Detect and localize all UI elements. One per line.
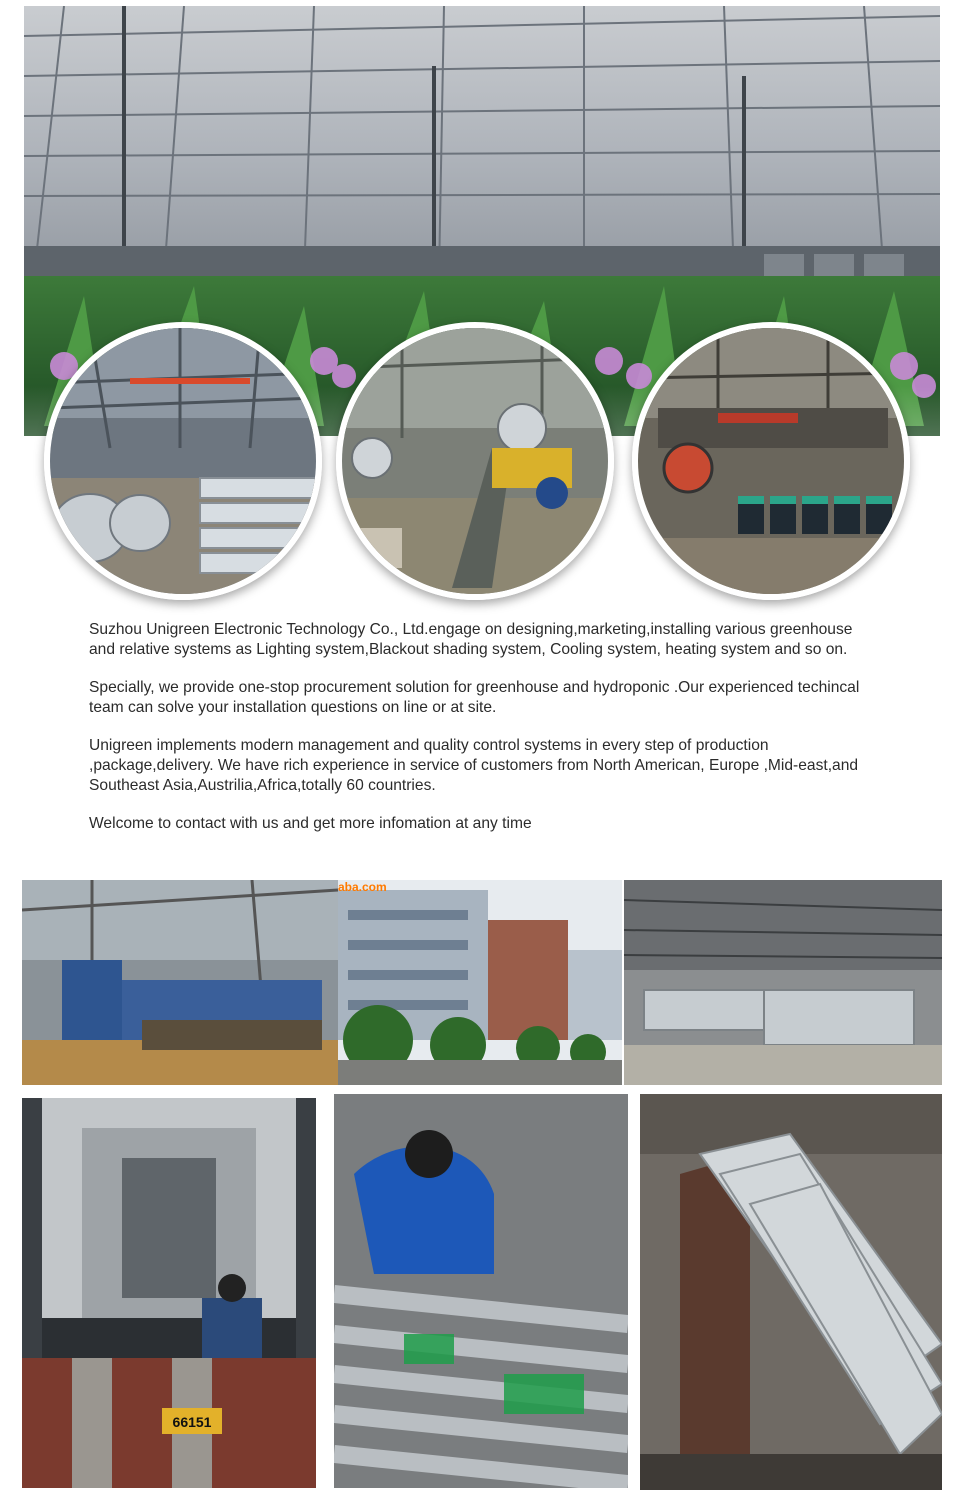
intro-paragraph-procurement: Specially, we provide one-stop procurement solution for greenhouse and hydroponic .Our experienced techincal team can solve your installation questions on line or at site.: [89, 679, 860, 716]
company-introduction: [89, 620, 879, 853]
circle-photo-motor-workshop: [632, 322, 910, 600]
circle-photo-steel-workshop: [44, 322, 322, 600]
photo-company-building: [338, 880, 622, 1085]
circle-photo-production-line: [336, 322, 614, 600]
intro-paragraph-quality: Unigreen implements modern management and quality control systems in every step of production ,package,delivery. We have rich experience in service of customers from North American, Europe ,Mid-east,and Southeast Asia,Austrilia,Africa,totally 60 countries.: [89, 737, 859, 794]
photo-galvanized-posts: [640, 1094, 942, 1490]
photo-galvanizing-line: [22, 880, 338, 1085]
intro-paragraph-company: Suzhou Unigreen Electronic Technology Co., Ltd.engage on designing,marketing,installing various greenhouse and relative systems as Lighting system,Blackout shading system, Cooling system, heating system and so on.: [89, 621, 853, 658]
intro-welcome-line: Welcome to contact with us and get more infomation at any time: [89, 815, 532, 833]
photo-pipe-packing: [334, 1094, 628, 1488]
license-plate: 66151: [172, 1414, 212, 1430]
watermark-text: aba.com: [338, 880, 387, 894]
photo-steel-warehouse: [624, 880, 942, 1085]
photo-container-loading: [22, 1098, 316, 1488]
